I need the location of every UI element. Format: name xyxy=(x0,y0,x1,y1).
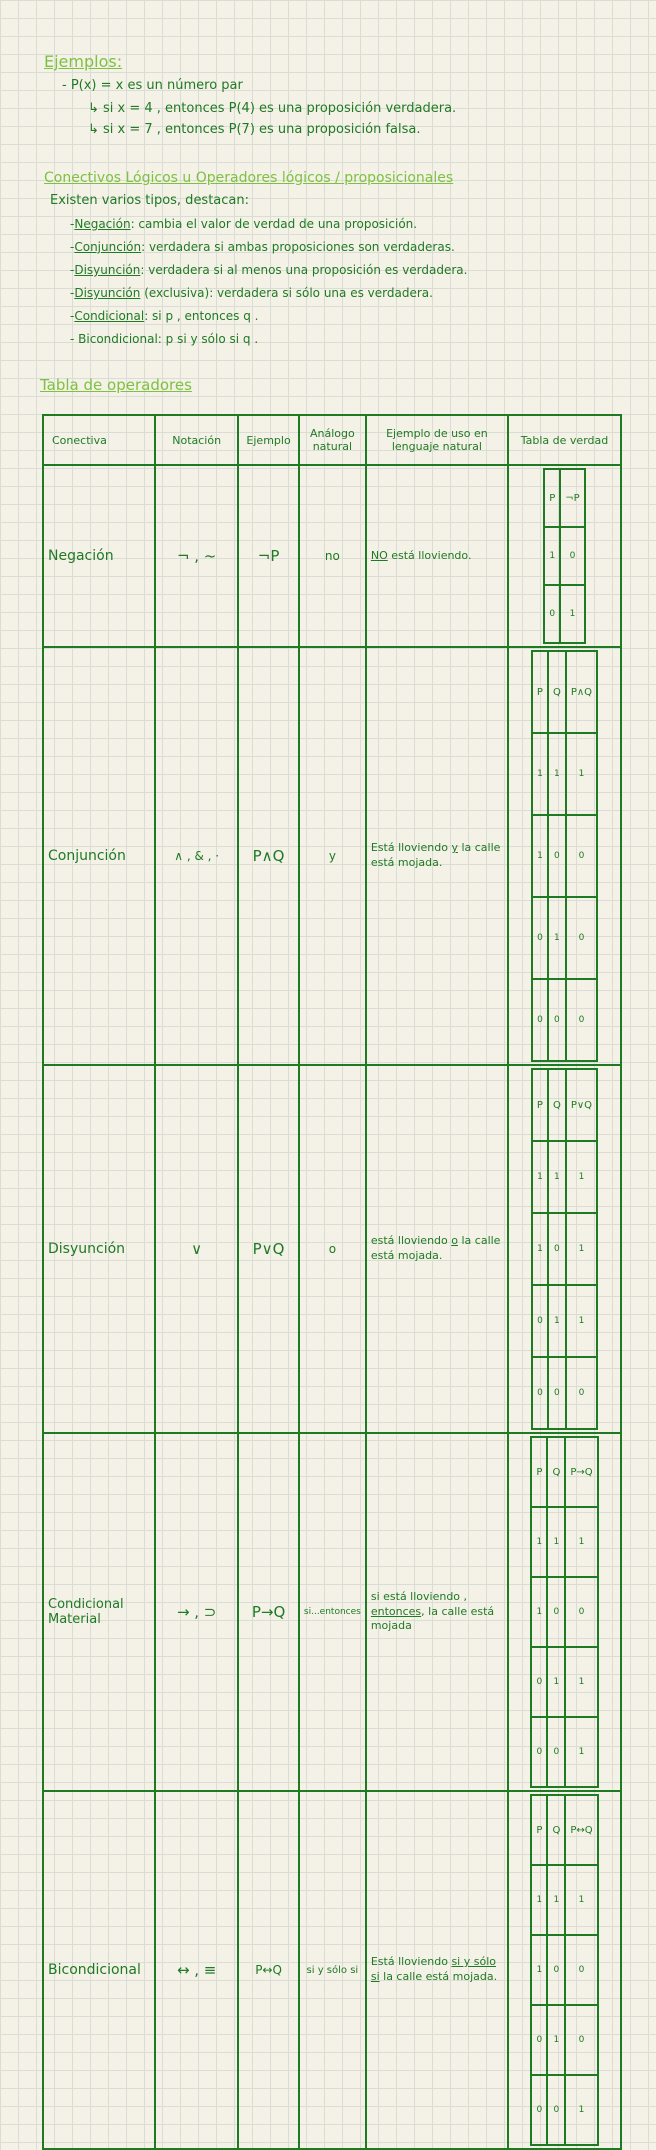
tt-value: 0 xyxy=(531,2075,547,2145)
tt-value: 0 xyxy=(532,979,548,1061)
header-notation: Notación xyxy=(155,415,238,465)
tt-value: 0 xyxy=(566,979,597,1061)
usage-text: la calle está mojada. xyxy=(370,841,501,869)
cell-example: ¬P xyxy=(238,465,299,647)
example-line: ↳ si x = 4 , entonces P(4) es una proposición verdadera. xyxy=(88,101,457,116)
header-truth-table: Tabla de verdad xyxy=(508,415,621,465)
cell-natural: y xyxy=(299,647,366,1065)
cell-usage xyxy=(366,1791,508,2149)
tt-value: 1 xyxy=(566,1141,597,1213)
example-line: - P(x) = x es un número par xyxy=(62,78,243,93)
tt-value: 1 xyxy=(548,1285,566,1357)
table-header-row xyxy=(43,415,621,465)
connective-desc: (exclusiva): verdadera si sólo una es verdadera. xyxy=(140,286,433,300)
tt-value: 1 xyxy=(531,1507,547,1577)
cell-connective: Condicional Material xyxy=(43,1433,155,1791)
cell-example: P∨Q xyxy=(238,1065,299,1433)
tt-header: Q xyxy=(548,651,566,733)
cell-truth-table xyxy=(508,1065,621,1433)
connective-item: -Disyunción: verdadera si al menos una proposición es verdadera. xyxy=(70,263,468,277)
connective-desc: : cambia el valor de verdad de una proposición. xyxy=(130,217,418,231)
tt-value: 1 xyxy=(531,1935,547,2005)
cell-usage xyxy=(366,1433,508,1791)
usage-text: si está lloviendo , xyxy=(370,1589,468,1603)
tt-value: 0 xyxy=(547,1577,565,1647)
usage-text: la calle está mojada. xyxy=(379,1970,498,1983)
connective-term: Bicondicional xyxy=(78,332,158,346)
tt-value: 0 xyxy=(532,897,548,979)
table-row xyxy=(43,647,621,1065)
usage-text: Está lloviendo xyxy=(370,841,452,855)
table-row xyxy=(43,1791,621,2149)
tt-value: 1 xyxy=(547,2005,565,2075)
tt-header: Q xyxy=(547,1437,565,1507)
tt-value: 1 xyxy=(548,1141,566,1213)
tt-value: 1 xyxy=(544,527,560,585)
cell-example: P↔Q xyxy=(238,1791,299,2149)
cell-natural: no xyxy=(299,465,366,647)
tt-value: 0 xyxy=(548,1213,566,1285)
connective-desc: : verdadera si ambas proposiciones son verdaderas. xyxy=(141,240,455,254)
tt-header: P xyxy=(532,651,548,733)
table-row xyxy=(43,465,621,647)
table-row xyxy=(43,1065,621,1433)
tt-value: 0 xyxy=(566,897,597,979)
tt-header: ¬P xyxy=(560,469,584,527)
tt-value: 0 xyxy=(565,1935,597,2005)
tt-value: 1 xyxy=(565,1647,597,1717)
operators-table xyxy=(42,414,622,2150)
tt-value: 1 xyxy=(566,1213,597,1285)
connective-item: -Conjunción: verdadera si ambas proposiciones son verdaderas. xyxy=(70,240,455,254)
tt-header: P xyxy=(531,1795,547,1865)
connective-item: -Negación: cambia el valor de verdad de una proposición. xyxy=(70,217,418,231)
cell-connective: Negación xyxy=(43,465,155,647)
cell-notation: ∧ , & , · xyxy=(155,647,238,1065)
cell-natural: si y sólo si xyxy=(299,1791,366,2149)
tt-value: 0 xyxy=(548,1357,566,1429)
usage-text: la calle está mojada. xyxy=(370,1234,501,1262)
header-natural: Análogo natural xyxy=(299,415,366,465)
connective-term: Disyunción xyxy=(74,263,141,277)
usage-text: está lloviendo. xyxy=(387,548,472,562)
tt-value: 1 xyxy=(565,1865,597,1935)
connective-term: Disyunción xyxy=(74,286,141,300)
tt-value: 0 xyxy=(560,527,584,585)
connective-item: - Bicondicional: p si y sólo si q . xyxy=(70,332,259,346)
tt-value: 0 xyxy=(532,1285,548,1357)
connective-item: -Condicional: si p , entonces q . xyxy=(70,309,259,323)
truth-table xyxy=(531,650,598,1062)
tt-value: 1 xyxy=(532,1213,548,1285)
tt-value: 0 xyxy=(547,1717,565,1787)
tt-value: 0 xyxy=(548,815,566,897)
cell-example: P→Q xyxy=(238,1433,299,1791)
cell-connective: Conjunción xyxy=(43,647,155,1065)
tt-header: P→Q xyxy=(565,1437,597,1507)
truth-table xyxy=(531,1068,598,1430)
usage-text: , la calle está mojada xyxy=(370,1604,495,1633)
cell-connective: Disyunción xyxy=(43,1065,155,1433)
tt-header: P∧Q xyxy=(566,651,597,733)
usage-keyword: o xyxy=(451,1234,458,1248)
tt-value: 0 xyxy=(547,2075,565,2145)
connective-term: Negación xyxy=(74,217,131,231)
tt-value: 0 xyxy=(531,1717,547,1787)
tt-value: 1 xyxy=(565,2075,597,2145)
cell-notation: ↔ , ≡ xyxy=(155,1791,238,2149)
tt-header: Q xyxy=(548,1069,566,1141)
cell-natural: o xyxy=(299,1065,366,1433)
truth-table xyxy=(530,1794,598,2146)
tt-value: 0 xyxy=(566,815,597,897)
tt-value: 1 xyxy=(531,1577,547,1647)
connective-desc: : p si y sólo si q . xyxy=(157,332,259,346)
cell-notation: → , ⊃ xyxy=(155,1433,238,1791)
cell-natural: si...entonces xyxy=(299,1433,366,1791)
tt-value: 1 xyxy=(566,733,597,815)
tt-value: 1 xyxy=(531,1865,547,1935)
connective-term: Condicional xyxy=(74,309,145,323)
tt-value: 1 xyxy=(548,897,566,979)
tt-header: P↔Q xyxy=(565,1795,597,1865)
tt-header: Q xyxy=(547,1795,565,1865)
table-title: Tabla de operadores xyxy=(40,376,192,394)
connective-desc: : verdadera si al menos una proposición es verdadera. xyxy=(140,263,468,277)
usage-text: Está lloviendo xyxy=(370,1955,452,1969)
cell-notation: ¬ , ~ xyxy=(155,465,238,647)
connectives-title: Conectivos Lógicos u Operadores lógicos / proposicionales xyxy=(44,170,454,186)
cell-truth-table xyxy=(508,647,621,1065)
connectives-intro: Existen varios tipos, destacan: xyxy=(50,193,250,208)
connective-item: -Disyunción (exclusiva): verdadera si sólo una es verdadera. xyxy=(70,286,433,300)
cell-truth-table xyxy=(508,1791,621,2149)
usage-keyword: entonces xyxy=(370,1604,422,1618)
example-line: ↳ si x = 7 , entonces P(7) es una proposición falsa. xyxy=(88,122,421,137)
tt-value: 0 xyxy=(548,979,566,1061)
header-connective: Conectiva xyxy=(43,415,155,465)
tt-value: 1 xyxy=(547,1865,565,1935)
usage-text: está lloviendo xyxy=(370,1234,452,1248)
examples-title: Ejemplos: xyxy=(44,52,123,71)
connective-desc: : si p , entonces q . xyxy=(144,309,259,323)
header-example: Ejemplo xyxy=(238,415,299,465)
tt-value: 0 xyxy=(531,2005,547,2075)
tt-value: 1 xyxy=(532,815,548,897)
truth-table xyxy=(530,1436,598,1788)
tt-value: 0 xyxy=(565,2005,597,2075)
tt-header: P∨Q xyxy=(566,1069,597,1141)
tt-header: P xyxy=(544,469,560,527)
tt-header: P xyxy=(531,1437,547,1507)
tt-header: P xyxy=(532,1069,548,1141)
usage-keyword: NO xyxy=(370,548,388,562)
tt-value: 0 xyxy=(566,1357,597,1429)
tt-value: 0 xyxy=(547,1935,565,2005)
connective-term: Conjunción xyxy=(74,240,142,254)
cell-connective: Bicondicional xyxy=(43,1791,155,2149)
usage-keyword: y xyxy=(451,841,458,855)
tt-value: 0 xyxy=(531,1647,547,1717)
tt-value: 0 xyxy=(532,1357,548,1429)
tt-value: 1 xyxy=(547,1507,565,1577)
tt-value: 1 xyxy=(532,733,548,815)
header-usage: Ejemplo de uso en lenguaje natural xyxy=(366,415,508,465)
tt-value: 1 xyxy=(548,733,566,815)
cell-usage xyxy=(366,647,508,1065)
usage-keyword: si y sólo si xyxy=(370,1955,496,1983)
cell-notation: ∨ xyxy=(155,1065,238,1433)
cell-truth-table xyxy=(508,1433,621,1791)
cell-truth-table xyxy=(508,465,621,647)
truth-table xyxy=(543,468,585,644)
cell-usage xyxy=(366,1065,508,1433)
cell-usage xyxy=(366,465,508,647)
tt-value: 1 xyxy=(532,1141,548,1213)
cell-example: P∧Q xyxy=(238,647,299,1065)
tt-value: 1 xyxy=(566,1285,597,1357)
tt-value: 1 xyxy=(547,1647,565,1717)
tt-value: 1 xyxy=(560,585,584,643)
tt-value: 1 xyxy=(565,1717,597,1787)
tt-value: 1 xyxy=(565,1507,597,1577)
tt-value: 0 xyxy=(565,1577,597,1647)
table-row xyxy=(43,1433,621,1791)
tt-value: 0 xyxy=(544,585,560,643)
